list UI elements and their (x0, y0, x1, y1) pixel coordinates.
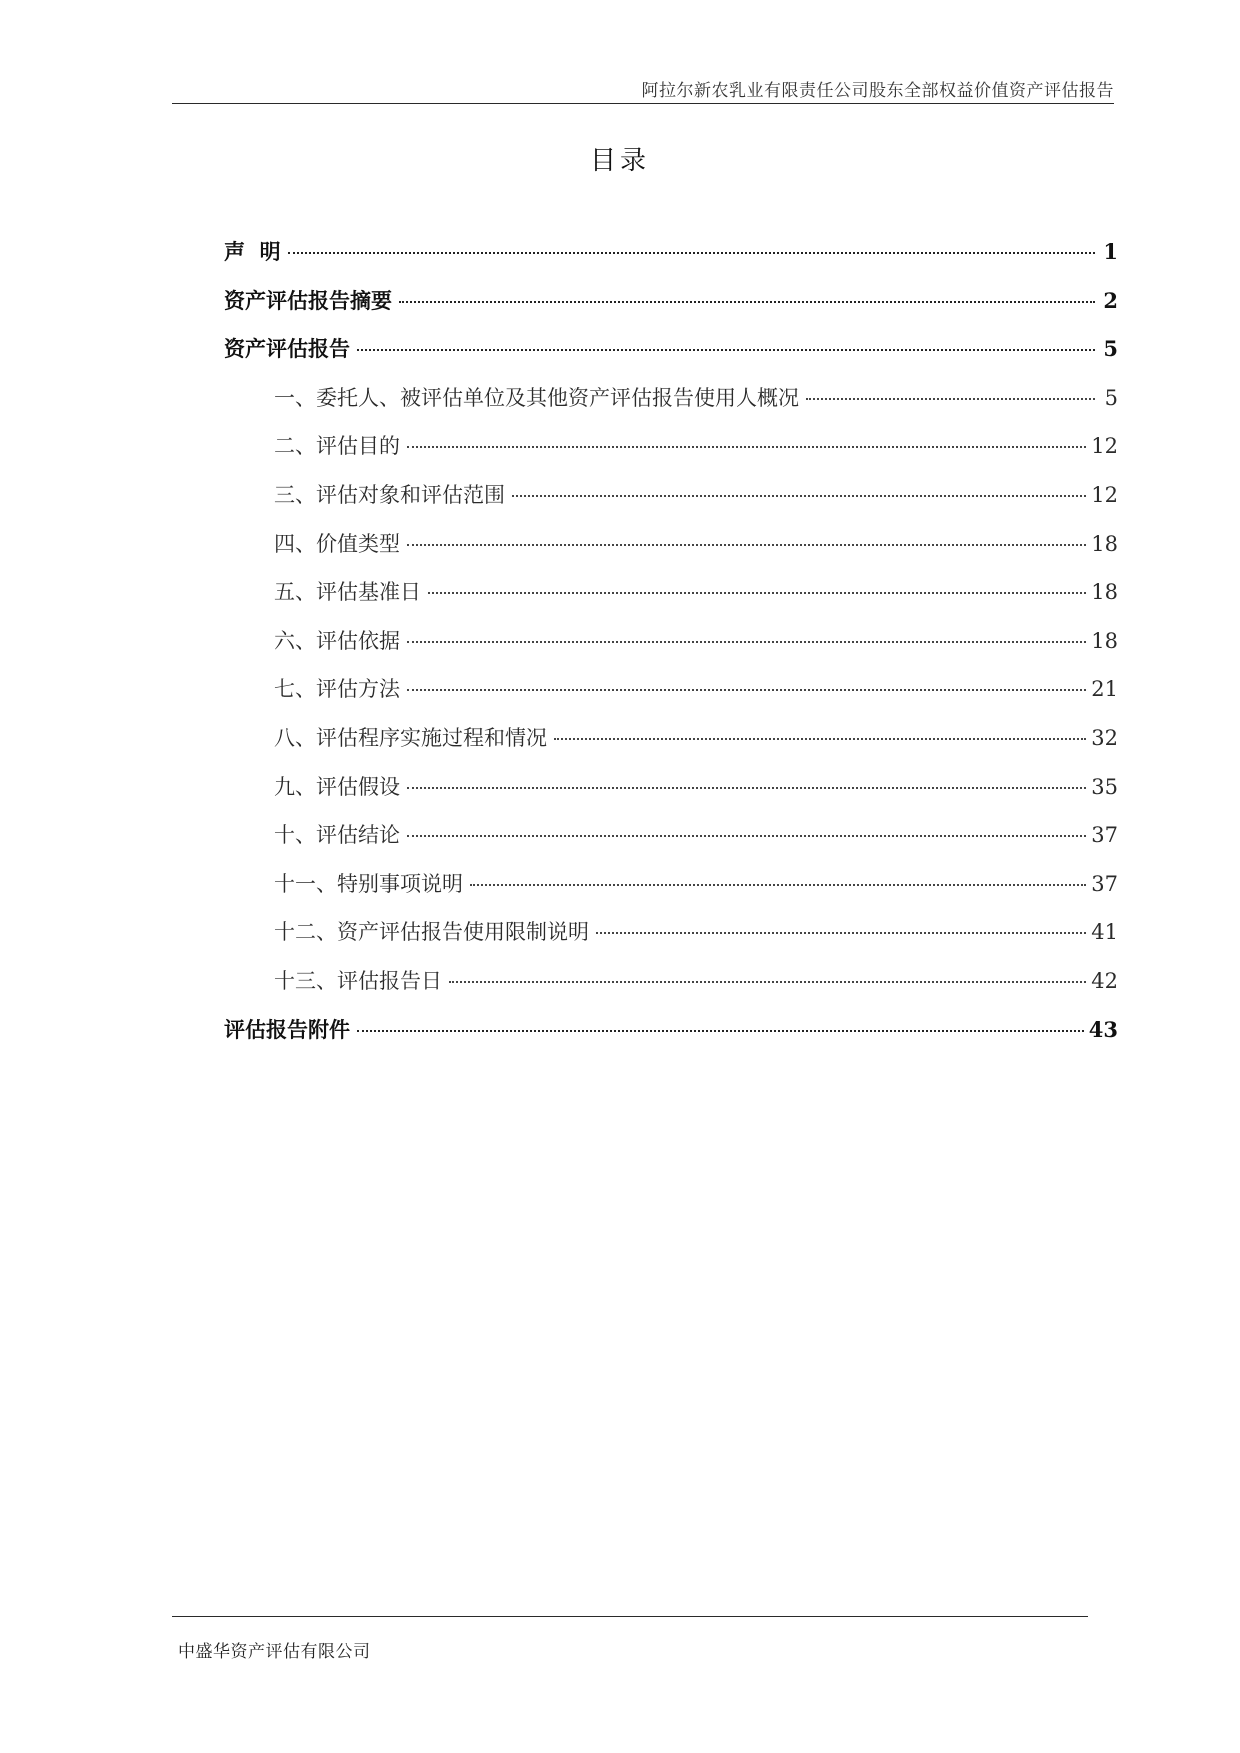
toc-entry-page: 32 (1091, 725, 1118, 750)
toc-entry-label: 九、评估假设 (274, 774, 400, 799)
toc-leader-dots (407, 544, 1086, 546)
toc-entry-section-10[interactable] (224, 819, 1118, 868)
toc-entry-page: 37 (1091, 871, 1118, 896)
toc-entry-page: 18 (1091, 580, 1118, 605)
toc-entry-attachments[interactable] (224, 1014, 1118, 1063)
toc-leader-dots (357, 349, 1095, 351)
toc-entry-section-11[interactable] (224, 868, 1118, 917)
toc-entry-page: 5 (1103, 336, 1118, 362)
toc-entry-page: 43 (1088, 1016, 1118, 1042)
toc-entry-label: 二、评估目的 (274, 434, 400, 459)
toc-leader-dots (470, 884, 1086, 886)
toc-entry-label: 十二、资产评估报告使用限制说明 (274, 920, 589, 945)
toc-entry-label: 一、委托人、被评估单位及其他资产评估报告使用人概况 (274, 385, 799, 410)
toc-entry-page: 1 (1103, 239, 1118, 264)
toc-leader-dots (407, 689, 1086, 691)
header-divider (172, 103, 1114, 104)
toc-entry-label: 四、价值类型 (274, 531, 400, 556)
toc-entry-section-1[interactable] (224, 382, 1118, 431)
toc-entry-label: 声 明 (224, 239, 281, 264)
toc-leader-dots (596, 932, 1086, 934)
toc-leader-dots (407, 787, 1086, 789)
toc-entry-page: 12 (1091, 482, 1118, 507)
toc-entry-page: 12 (1091, 434, 1118, 459)
toc-leader-dots (399, 301, 1095, 303)
footer-company-name: 中盛华资产评估有限公司 (178, 1642, 371, 1662)
toc-leader-dots (428, 592, 1086, 594)
toc-entry-label: 评估报告附件 (224, 1016, 350, 1042)
footer-divider (172, 1616, 1088, 1617)
toc-entry-label: 十一、特别事项说明 (274, 871, 463, 896)
toc-entry-label: 七、评估方法 (274, 677, 400, 702)
toc-entry-section-13[interactable] (224, 965, 1118, 1014)
toc-entry-statement[interactable] (224, 236, 1118, 285)
toc-entry-page: 35 (1091, 774, 1118, 799)
toc-entry-page: 2 (1103, 287, 1118, 313)
toc-leader-dots (806, 398, 1095, 400)
toc-entry-summary[interactable] (224, 285, 1118, 334)
toc-entry-label: 资产评估报告 (224, 336, 350, 362)
toc-entry-report[interactable] (224, 333, 1118, 382)
report-header-title: 阿拉尔新农乳业有限责任公司股东全部权益价值资产评估报告 (641, 81, 1114, 101)
toc-leader-dots (407, 446, 1086, 448)
toc-leader-dots (554, 738, 1086, 740)
table-of-contents (224, 236, 1118, 1062)
toc-entry-section-12[interactable] (224, 916, 1118, 965)
toc-entry-label: 五、评估基准日 (274, 580, 421, 605)
toc-entry-section-6[interactable] (224, 625, 1118, 674)
toc-entry-page: 42 (1091, 968, 1118, 993)
toc-leader-dots (288, 252, 1095, 254)
toc-entry-page: 37 (1091, 823, 1118, 848)
toc-entry-label: 资产评估报告摘要 (224, 287, 392, 313)
toc-entry-section-8[interactable] (224, 722, 1118, 771)
toc-entry-section-7[interactable] (224, 673, 1118, 722)
toc-entry-page: 5 (1104, 385, 1118, 410)
toc-entry-page: 18 (1091, 628, 1118, 653)
toc-entry-label: 八、评估程序实施过程和情况 (274, 725, 547, 750)
toc-entry-page: 18 (1091, 531, 1118, 556)
toc-entry-label: 三、评估对象和评估范围 (274, 482, 505, 507)
toc-entry-page: 21 (1091, 677, 1118, 702)
toc-entry-label: 六、评估依据 (274, 628, 400, 653)
toc-leader-dots (357, 1030, 1084, 1032)
toc-entry-section-4[interactable] (224, 528, 1118, 577)
toc-entry-page: 41 (1091, 920, 1118, 945)
toc-leader-dots (407, 835, 1086, 837)
toc-entry-label: 十三、评估报告日 (274, 968, 442, 993)
toc-entry-section-5[interactable] (224, 576, 1118, 625)
toc-entry-section-2[interactable] (224, 430, 1118, 479)
toc-entry-section-9[interactable] (224, 771, 1118, 820)
toc-entry-section-3[interactable] (224, 479, 1118, 528)
toc-leader-dots (407, 641, 1086, 643)
toc-title: 目录 (589, 146, 650, 176)
toc-leader-dots (449, 981, 1086, 983)
toc-entry-label: 十、评估结论 (274, 823, 400, 848)
toc-leader-dots (512, 495, 1086, 497)
